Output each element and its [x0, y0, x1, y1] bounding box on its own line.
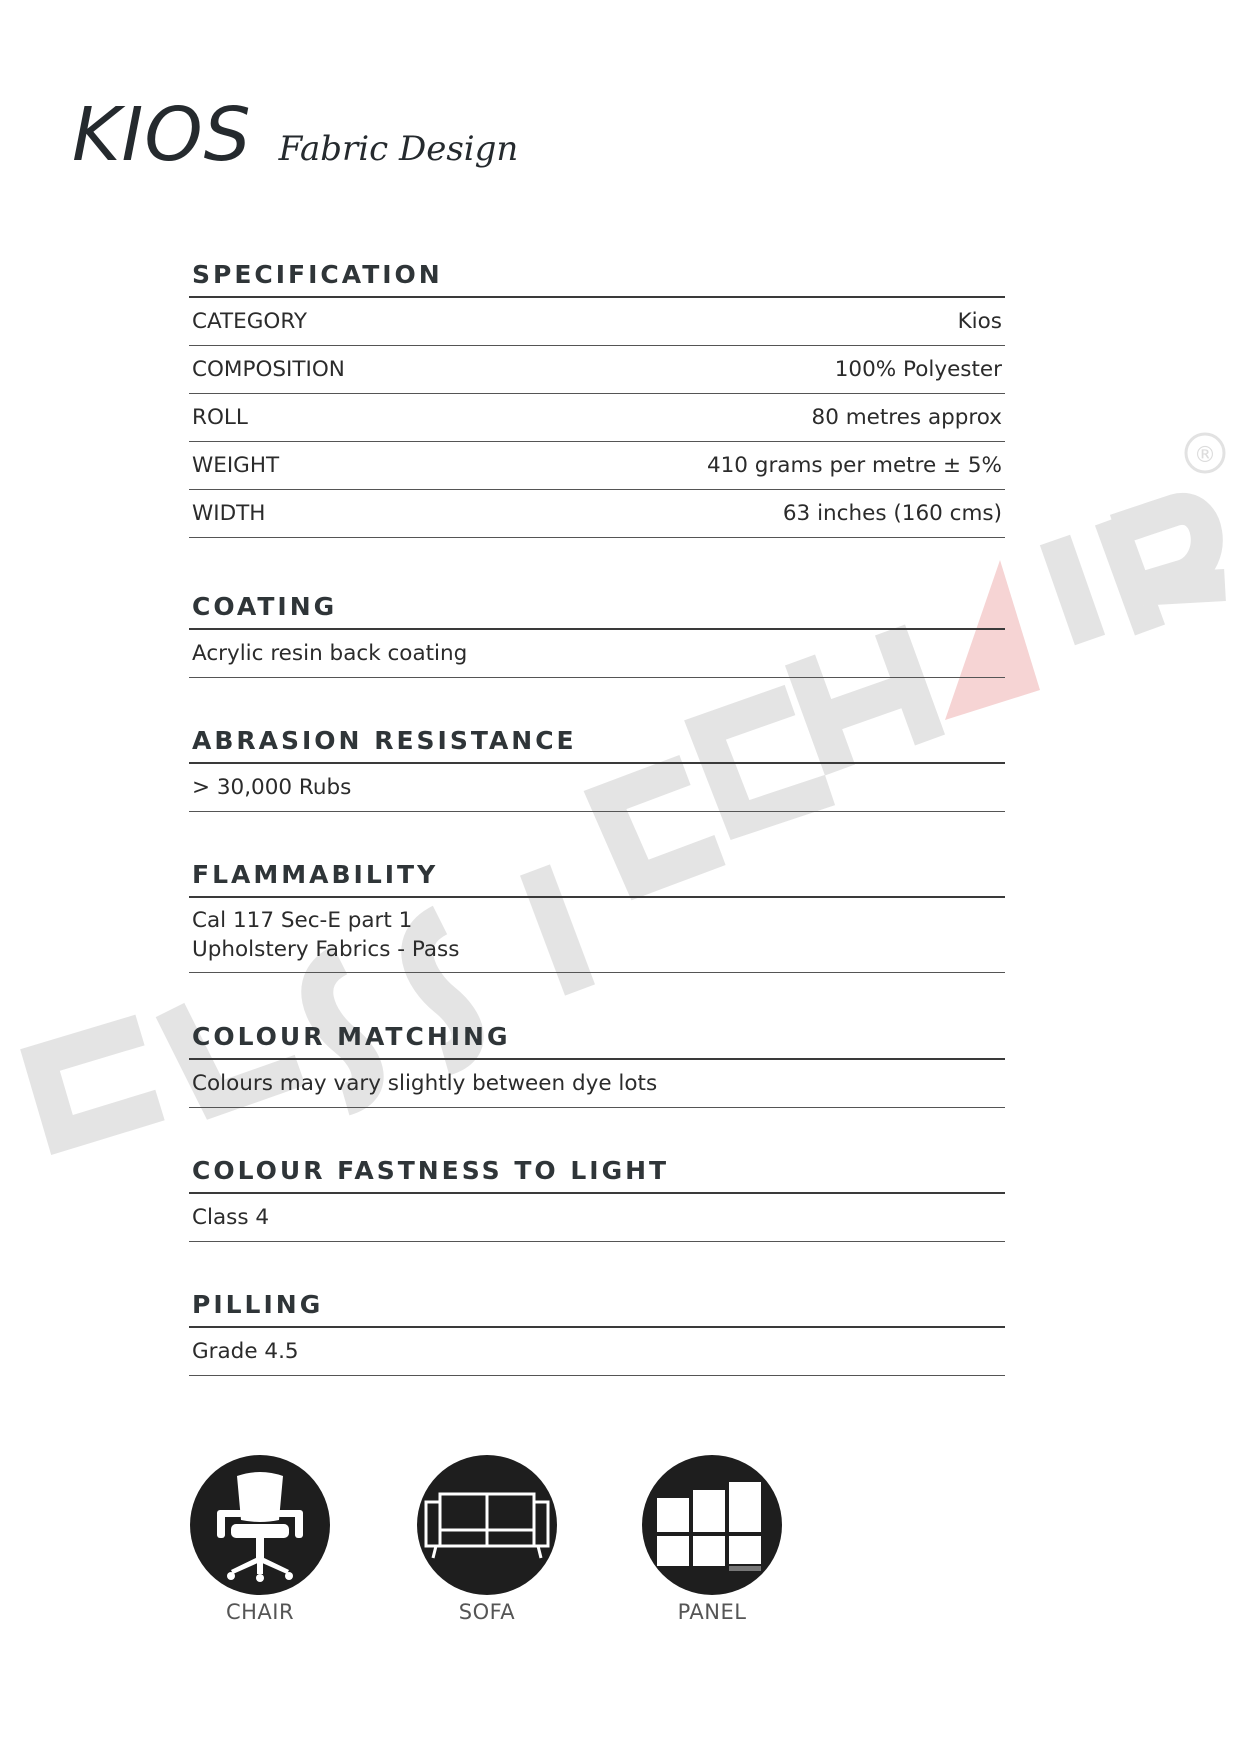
abrasion-section	[189, 724, 1005, 812]
sofa-icon	[416, 1454, 558, 1596]
spec-row-width	[189, 490, 1005, 538]
spec-label: COMPOSITION	[192, 357, 345, 382]
colour-fastness-value: Class 4	[192, 1205, 270, 1230]
abrasion-row	[189, 764, 1005, 812]
spec-row-category	[189, 298, 1005, 346]
coating-heading: COATING	[189, 590, 1005, 630]
product-subtitle: Fabric Design	[278, 129, 519, 169]
panel-icon	[641, 1454, 783, 1596]
coating-section	[189, 590, 1005, 678]
chair-label: CHAIR	[225, 1600, 295, 1624]
specification-heading: SPECIFICATION	[189, 258, 1005, 298]
spec-label: ROLL	[192, 405, 248, 430]
colour-matching-section	[189, 1020, 1005, 1108]
colour-fastness-section	[189, 1154, 1005, 1242]
spec-value: Kios	[957, 309, 1002, 334]
spec-value: 80 metres approx	[811, 405, 1002, 430]
spec-value: 63 inches (160 cms)	[782, 501, 1002, 526]
registered-mark: ®	[1194, 443, 1216, 468]
pilling-value: Grade 4.5	[192, 1339, 299, 1364]
specification-section	[189, 258, 1005, 538]
spec-row-roll	[189, 394, 1005, 442]
chair-icon	[189, 1454, 331, 1596]
coating-row	[189, 630, 1005, 678]
pilling-section	[189, 1288, 1005, 1376]
application-icons	[185, 1454, 785, 1634]
spec-value: 100% Polyester	[834, 357, 1002, 382]
coating-value: Acrylic resin back coating	[192, 641, 468, 666]
flammability-heading: FLAMMABILITY	[189, 858, 1005, 898]
sofa-label: SOFA	[458, 1600, 516, 1624]
colour-matching-heading: COLOUR MATCHING	[189, 1020, 1005, 1060]
colour-fastness-row	[189, 1194, 1005, 1242]
application-chair	[185, 1454, 335, 1624]
application-panel	[637, 1454, 787, 1624]
document-title	[72, 92, 518, 178]
flammability-value	[192, 906, 459, 964]
spec-label: WIDTH	[192, 501, 266, 526]
abrasion-value: > 30,000 Rubs	[192, 775, 352, 800]
spec-row-weight	[189, 442, 1005, 490]
application-sofa	[412, 1454, 562, 1624]
flammability-line-1: Cal 117 Sec-E part 1	[192, 908, 413, 933]
product-name: KIOS	[72, 92, 252, 178]
colour-matching-value: Colours may vary slightly between dye lots	[192, 1071, 658, 1096]
spec-value: 410 grams per metre ± 5%	[706, 453, 1002, 478]
flammability-line-2: Upholstery Fabrics - Pass	[192, 937, 460, 962]
pilling-heading: PILLING	[189, 1288, 1005, 1328]
spec-label: CATEGORY	[192, 309, 308, 334]
spec-label: WEIGHT	[192, 453, 280, 478]
flammability-section	[189, 858, 1005, 973]
colour-matching-row	[189, 1060, 1005, 1108]
abrasion-heading: ABRASION RESISTANCE	[189, 724, 1005, 764]
panel-label: PANEL	[677, 1600, 747, 1624]
spec-row-composition	[189, 346, 1005, 394]
pilling-row	[189, 1328, 1005, 1376]
flammability-row	[189, 898, 1005, 973]
colour-fastness-heading: COLOUR FASTNESS TO LIGHT	[189, 1154, 1005, 1194]
